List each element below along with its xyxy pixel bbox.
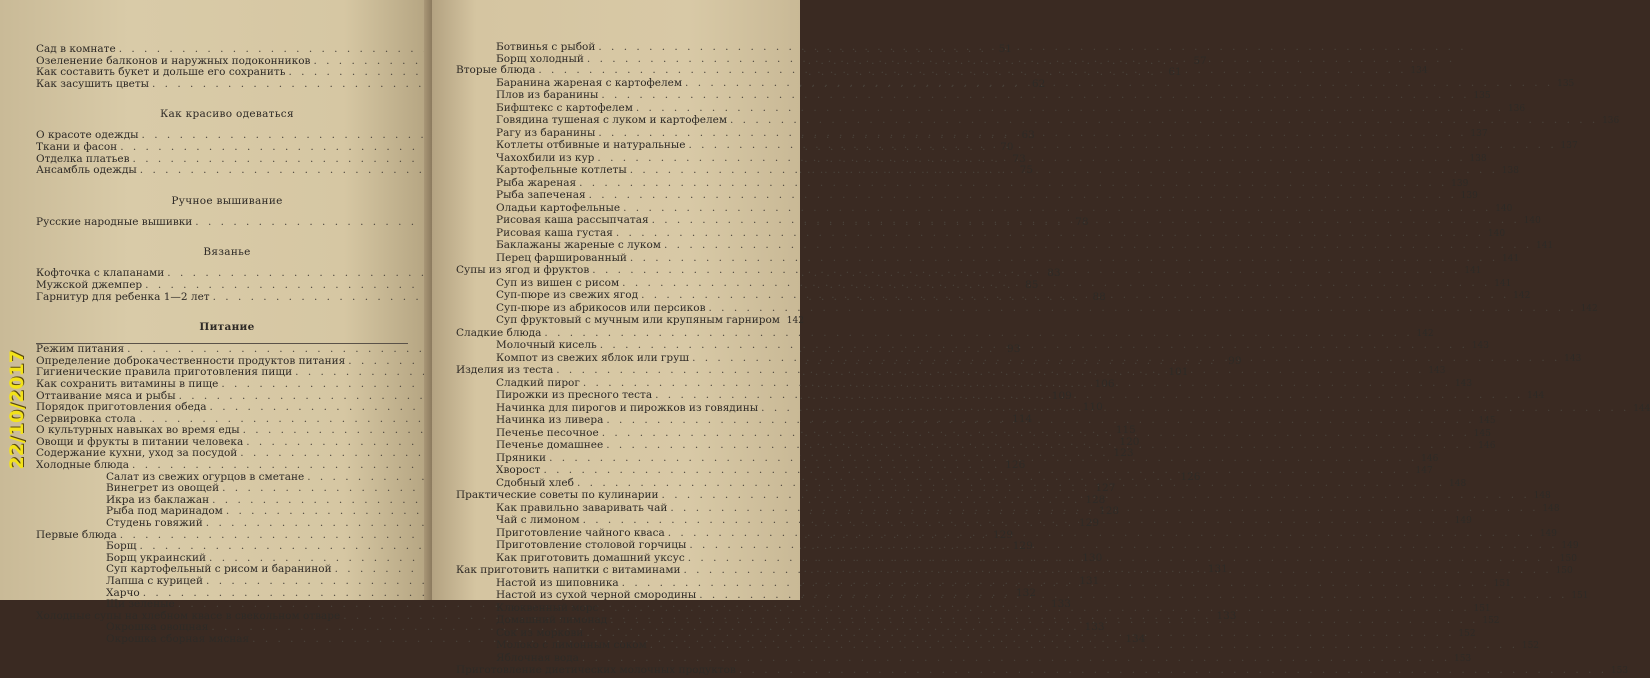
dot-leader xyxy=(664,240,1532,252)
toc-entry-title: Оладьи картофельные xyxy=(496,201,621,214)
toc-entry-page: 136 xyxy=(1602,116,1620,126)
toc-entry-title: Щи зеленые xyxy=(106,598,175,611)
toc-entry-title: Чахохбили из кур xyxy=(496,151,595,164)
toc-entry-page: 148 xyxy=(1449,478,1467,489)
dot-leader xyxy=(708,303,1576,315)
toc-entry-page: 120 xyxy=(1119,435,1140,448)
toc-entry-page: 137 xyxy=(1560,141,1578,151)
toc-entry-page: 106 xyxy=(1094,377,1115,390)
toc-entry-page: 151 xyxy=(1473,603,1491,614)
toc-entry-page: 142 xyxy=(1416,328,1434,339)
dot-leader xyxy=(650,640,1518,652)
dot-leader xyxy=(600,340,1468,352)
toc-entry-page: 142 xyxy=(786,316,804,326)
toc-entry-page: 123 xyxy=(1113,447,1134,460)
toc-entry-page: 133 xyxy=(1216,609,1237,622)
toc-entry-page: 149 xyxy=(1539,528,1557,539)
toc-entry-page: 128 xyxy=(1085,493,1106,506)
toc-entry-title: Винегрет из овощей xyxy=(106,482,220,495)
toc-entry-title: Настой из сухой черной смородины xyxy=(496,589,697,601)
toc-entry-page: 142 xyxy=(1513,291,1531,301)
toc-entry-page: 130 xyxy=(1082,551,1103,564)
toc-entry-page: 85 xyxy=(1025,278,1039,291)
toc-entry-page: 73 xyxy=(1012,152,1026,165)
toc-entry-page: 143 xyxy=(1454,378,1473,389)
toc-entry-title: Окрошка сборная мясная xyxy=(106,632,250,645)
toc-entry-title: Ансамбль одежды xyxy=(36,164,137,177)
toc-entry-title: Начинка для пирогов и пирожков из говядины xyxy=(496,401,759,414)
toc-entry-page: 115 xyxy=(1115,424,1136,437)
dot-leader xyxy=(589,190,1457,202)
toc-entry-page: 93 xyxy=(1007,343,1021,356)
section-title-knitting: Вязанье xyxy=(203,246,251,259)
toc-entry-title: Отделка платьев xyxy=(36,152,130,165)
toc-entry xyxy=(456,114,1620,128)
toc-entry-page: 143 xyxy=(1471,341,1490,351)
toc-entry-page: 75 xyxy=(1019,164,1034,177)
dot-leader xyxy=(610,615,1478,627)
toc-entry-title: Хворост xyxy=(496,464,541,476)
toc-entry-title: Сервировка стола xyxy=(36,412,136,425)
toc-entry-page: 141 xyxy=(1464,266,1482,276)
toc-entry-title: Настой из шиповника xyxy=(496,576,619,589)
toc-entry-page: 51 xyxy=(998,43,1012,55)
toc-entry-page: 135 xyxy=(1557,78,1575,89)
toc-entry-title: О красоте одежды xyxy=(36,129,139,142)
toc-entry-page: 150 xyxy=(1559,553,1577,564)
toc-entry-title: Как составить букет и дольше его сохранить xyxy=(36,66,286,79)
toc-entry-page: 153 xyxy=(1454,653,1472,664)
toc-entry-title: Клюквенный морс xyxy=(496,601,599,614)
section-title-dress: Как красиво одеваться xyxy=(160,108,294,121)
toc-entry-title: Рисовая каша густая xyxy=(496,226,613,239)
toc-entry-page: 153 xyxy=(1610,666,1629,676)
toc-entry-title: Оттаивание мяса и рыбы xyxy=(36,389,176,402)
toc-entry-title: Вторые блюда xyxy=(456,64,536,76)
dot-leader xyxy=(579,178,1447,190)
toc-entry-page: 78 xyxy=(1075,215,1089,228)
dot-leader xyxy=(601,90,1469,102)
toc-entry-title: Печенье домашнее xyxy=(496,439,604,451)
toc-entry-title: Рисовая каша рассыпчатая xyxy=(496,214,649,226)
toc-entry-page: 88 xyxy=(1092,290,1106,303)
dot-leader xyxy=(630,165,1498,177)
toc-entry-title: Порядок приготовления обеда xyxy=(36,401,207,414)
dot-leader xyxy=(739,665,1607,677)
toc-entry-title: Пирожки из пресного теста xyxy=(496,389,653,401)
toc-entry-page: 144 xyxy=(1633,403,1650,414)
toc-entry-page: 141 xyxy=(1494,278,1512,289)
toc-entry-page: 143 xyxy=(1564,353,1582,364)
toc-entry-title: Борщ xyxy=(106,540,137,553)
dot-leader xyxy=(655,390,1523,402)
toc-entry-page: 126 xyxy=(1180,470,1201,483)
toc-entry-title: Бифштекс с картофелем xyxy=(496,101,633,114)
toc-entry-title: Картофельные котлеты xyxy=(496,164,627,176)
dot-leader xyxy=(543,465,1411,477)
toc-entry xyxy=(456,42,786,54)
toc-entry-title: Приготовление чайного кваса xyxy=(496,526,665,539)
toc-entry-title: Борщ украинский xyxy=(106,551,207,564)
dot-leader xyxy=(630,253,1498,265)
toc-entry-page: 139 xyxy=(1451,178,1469,189)
toc-entry-page: 152 xyxy=(1482,616,1500,626)
toc-entry-title: Гарнитур для ребенка 1—2 лет xyxy=(36,290,210,303)
toc-entry-title: Молоко с лимонным соком xyxy=(496,639,647,651)
dot-leader xyxy=(583,378,1451,390)
toc-entry-page: 147 xyxy=(1415,466,1433,476)
toc-entry-title: Ткани и фасон xyxy=(36,140,118,153)
toc-entry-page: 152 xyxy=(1521,641,1540,651)
toc-entry-title: Первые блюда xyxy=(36,528,117,541)
toc-entry-title: Как приготовить напитки с витаминами xyxy=(456,564,681,576)
toc-entry-page: 132 xyxy=(1015,586,1036,599)
toc-entry-page: 134 xyxy=(1125,632,1146,645)
toc-entry-page: 144 xyxy=(1527,391,1545,401)
toc-entry-title: Говядина тушеная с луком и картофелем xyxy=(496,114,727,126)
dot-leader xyxy=(689,540,1557,552)
toc-entry-page: 149 xyxy=(1454,516,1472,526)
toc-entry-title: Как правильно заваривать чай xyxy=(496,501,668,514)
toc-entry-title: Как сохранить витамины в пище xyxy=(36,377,219,390)
toc-entry xyxy=(456,664,1629,678)
toc-entry-page: 140 xyxy=(1487,228,1506,239)
toc-entry-title: Холодные блюда xyxy=(36,459,130,472)
toc-entry-title: Икра из баклажан xyxy=(106,493,210,506)
dot-leader xyxy=(556,365,1424,377)
toc-entry-title: Молочный кисель xyxy=(496,339,597,351)
toc-entry-page: 148 xyxy=(1542,503,1560,514)
toc-entry xyxy=(456,239,1554,253)
date-stamp-text: 22/10/2017 xyxy=(6,350,28,470)
toc-entry-page: 141 xyxy=(1536,241,1554,251)
dot-leader xyxy=(692,353,1560,365)
toc-entry-page: 140 xyxy=(1495,203,1513,214)
toc-entry-page: 142 xyxy=(1580,303,1598,314)
toc-entry-title: Баранина жареная с картофелем xyxy=(496,76,683,89)
toc-entry-title: Окрошка овощная xyxy=(106,621,209,634)
toc-entry-page: 152 xyxy=(1458,628,1476,639)
toc-entry-page: 61 xyxy=(1168,66,1182,79)
toc-entry-page: 133 xyxy=(1084,621,1105,634)
toc-entry-page: 133 xyxy=(1050,598,1071,611)
toc-entry-page: 151 xyxy=(1571,591,1589,601)
toc-entry-page: 134 xyxy=(1410,66,1428,76)
toc-entry-page: 150 xyxy=(1555,566,1573,576)
toc-entry-page: 109 xyxy=(1051,389,1072,402)
toc-entry-title: Практические советы по кулинарии xyxy=(456,489,659,501)
dot-leader xyxy=(544,328,1412,340)
toc-entry-title: Сладкие блюда xyxy=(456,326,542,339)
section-title-nutrition: Питание xyxy=(199,321,255,334)
dot-leader xyxy=(549,453,1417,465)
toc-entry-title: Компот из свежих яблок или груш xyxy=(496,351,690,364)
dot-leader xyxy=(652,215,1520,227)
dot-leader xyxy=(586,628,1454,640)
toc-entry-title: Яблочная вода xyxy=(496,651,579,664)
toc-entry-page: 138 xyxy=(1501,166,1519,176)
dot-leader xyxy=(685,78,1553,90)
toc-entry-page: 145 xyxy=(1478,416,1496,426)
toc-entry-page: 129 xyxy=(993,528,1014,541)
dot-leader xyxy=(622,575,1490,590)
toc-entry-page: 126 xyxy=(1005,459,1026,472)
toc-entry-title: Пряники xyxy=(496,451,547,464)
dot-leader xyxy=(668,528,1536,540)
dot-leader xyxy=(606,412,1474,427)
dot-leader xyxy=(699,586,1567,602)
toc-entry-title: Рагу из баранины xyxy=(496,126,596,139)
toc-entry-page: 148 xyxy=(1533,491,1551,501)
toc-entry-title: Рыба запеченая xyxy=(496,189,586,201)
dot-leader xyxy=(730,115,1598,127)
toc-entry-title: Холодные супы на хлебном квасе в свекольном отваре xyxy=(36,609,341,622)
toc-entry xyxy=(456,89,1491,103)
dot-leader xyxy=(623,203,1491,215)
toc-entry-title: Котлеты отбивные и натуральные xyxy=(496,139,686,151)
dot-leader xyxy=(641,290,1509,302)
toc-entry-page: 137 xyxy=(1470,128,1488,139)
toc-entry-title: Кофточка с клапанами xyxy=(36,267,165,280)
toc-entry-page: 57 xyxy=(1193,54,1207,67)
toc-entry-title: Режим питания xyxy=(36,343,125,356)
dot-leader xyxy=(622,278,1490,290)
dot-leader xyxy=(662,490,1530,502)
toc-entry-title: Сок из моркови xyxy=(496,626,584,639)
toc-entry-page: 63 xyxy=(1021,129,1035,142)
toc-entry-title: О культурных навыках во время еды xyxy=(36,424,240,437)
toc-entry xyxy=(456,314,804,328)
dot-leader xyxy=(602,428,1470,440)
toc-entry-title: Как приготовить домашний уксус xyxy=(496,551,685,564)
toc-entry-page: 101 xyxy=(1168,366,1189,379)
toc-entry-page: 99 xyxy=(1228,354,1242,367)
dot-leader xyxy=(606,440,1474,452)
toc-entry-page: 145 xyxy=(1473,428,1491,439)
dot-leader xyxy=(597,153,1465,165)
section-title-embroidery: Ручное вышивание xyxy=(171,194,283,207)
toc-entry-page: 114 xyxy=(1012,412,1033,425)
toc-entry-page: 62 xyxy=(1031,77,1046,90)
toc-entry-page: 139 xyxy=(1460,191,1478,201)
dot-leader xyxy=(636,103,1504,115)
toc-entry-page: 141 xyxy=(1502,253,1520,264)
toc-entry-title: Суп из вишен с рисом xyxy=(496,276,620,289)
toc-entry-title: Чай с лимоном xyxy=(496,514,580,526)
toc-entry-title: Сдобный хлеб xyxy=(496,476,574,489)
toc-entry-title: Ботвинья с рыбой xyxy=(496,41,596,53)
toc-entry-title: Определение доброкачественности продуктов питания xyxy=(36,354,346,367)
toc-entry-title: Перец фаршированный xyxy=(496,251,627,264)
toc-entry-title: Суп-пюре из свежих ягод xyxy=(496,289,639,301)
toc-entry-page: 151 xyxy=(1493,578,1511,589)
toc-entry-page: 131 xyxy=(1207,563,1228,576)
toc-entry-title: Баклажаны жареные с луком xyxy=(496,239,661,251)
dot-leader xyxy=(598,128,1466,140)
toc-entry-title: Начинка из ливера xyxy=(496,414,604,426)
toc-entry-title: Мужской джемпер xyxy=(36,278,143,291)
toc-entry-page: 83 xyxy=(1047,267,1061,280)
toc-entry-title: Суп-пюре из абрикосов или персиков xyxy=(496,301,706,314)
toc-entry-title: Рыба жареная xyxy=(496,176,577,189)
toc-entry-title: Приготовление столовой горчицы xyxy=(496,539,687,551)
toc-entry-title: Студень говяжий xyxy=(106,517,203,530)
toc-entry-title: Сладкий пирог xyxy=(496,376,580,389)
toc-entry-title: Суп картофельный с рисом и бараниной xyxy=(106,563,332,576)
toc-entry xyxy=(456,189,1478,203)
toc-entry-page: 146 xyxy=(1421,453,1439,464)
toc-entry-title: Суп фруктовый с мучным или крупяным гарниром xyxy=(496,314,780,326)
toc-entry-page: 143 xyxy=(1428,366,1446,376)
dot-leader xyxy=(761,403,1629,415)
dot-leader xyxy=(577,478,1445,490)
toc-entry xyxy=(456,639,1540,653)
dot-leader xyxy=(688,140,1556,152)
toc-entry-title: Овощи и фрукты в питании человека xyxy=(36,435,244,448)
dot-leader xyxy=(601,603,1469,615)
dot-leader xyxy=(582,653,1450,665)
toc-entry-page: 135 xyxy=(1473,91,1491,101)
toc-entry-title: Гигиенические правила приготовления пищи xyxy=(36,366,293,379)
toc-entry-title: Приготовление диетических молочных продуктов xyxy=(456,664,736,676)
toc-entry-page: 131 xyxy=(1079,575,1100,587)
toc-entry-title: Салат из свежих огурцов в сметане xyxy=(106,470,305,483)
toc-entry-title: Изделия из теста xyxy=(456,364,554,376)
toc-entry-page: 129 xyxy=(1012,540,1033,553)
toc-entry-title: Супы из ягод и фруктов xyxy=(456,264,590,276)
toc-entry-title: Как засушить цветы xyxy=(36,77,149,90)
toc-entry-page: 140 xyxy=(1523,216,1541,226)
dot-leader xyxy=(670,503,1538,515)
toc-entry-page: 127 xyxy=(1095,482,1116,495)
toc-entry-title: Содержание кухни, уход за посудой xyxy=(36,447,238,460)
toc-entry-title: Сад в комнате xyxy=(36,43,116,55)
toc-entry-title: Борщ холодный xyxy=(496,52,584,65)
toc-entry-title: Харчо xyxy=(106,586,140,599)
toc-entry-title: Рыба под маринадом xyxy=(106,505,223,518)
date-stamp xyxy=(6,350,36,550)
toc-entry-page: 129 xyxy=(1079,517,1100,530)
toc-entry-title: Русские народные вышивки xyxy=(36,215,193,228)
toc-entry-title: Лапша с курицей xyxy=(106,575,204,587)
toc-entry-page: 146 xyxy=(1478,441,1496,451)
toc-entry-page: 138 xyxy=(1469,153,1487,164)
dot-leader xyxy=(583,515,1451,527)
toc-entry-title: Домашний лимонад xyxy=(496,614,608,626)
dot-leader xyxy=(688,553,1556,565)
toc-entry-page: 128 xyxy=(1099,505,1120,518)
dot-leader xyxy=(598,42,1466,54)
dot-leader xyxy=(616,228,1484,240)
dot-leader xyxy=(538,65,1406,77)
toc-entry-page: 110 xyxy=(1082,401,1103,414)
toc-entry-title: Плов из баранины xyxy=(496,89,599,101)
toc-entry-page: 136 xyxy=(1507,103,1526,114)
toc-entry-title: Озеленение балконов и наружных подоконников xyxy=(36,54,311,67)
dot-leader xyxy=(683,565,1551,577)
dot-leader xyxy=(592,265,1460,277)
toc-entry-page: 149 xyxy=(1561,541,1579,551)
toc-entry-title: Печенье песочное xyxy=(496,426,599,439)
toc-entry-page: 70 xyxy=(1000,140,1014,153)
